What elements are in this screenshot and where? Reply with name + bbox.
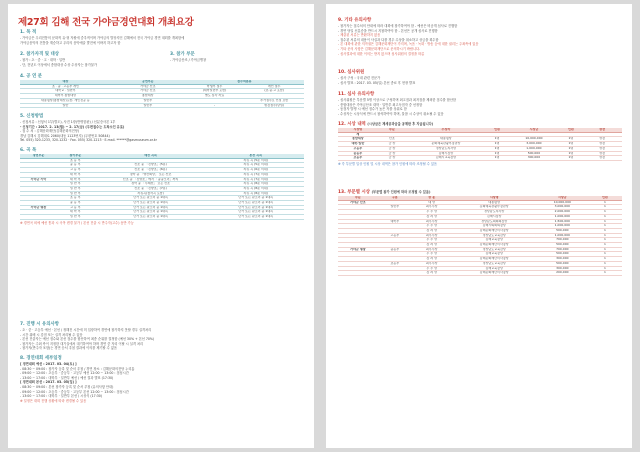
table-cell: 일반부 (378, 205, 412, 210)
table-cell: 1,000,000 (537, 214, 588, 219)
table-cell: 1 (588, 247, 622, 252)
table-cell: 최우수상 (412, 219, 452, 224)
table-cell: 경상남도교육감상 (452, 247, 537, 252)
table-cell: 1 (588, 266, 622, 271)
table-header: 경연부문 (20, 154, 57, 158)
table-cell: 200,000 (537, 271, 588, 276)
section-schedule (20, 356, 304, 403)
table-cell: 단가 또는 판소리 중 1대목 (94, 205, 208, 210)
text-line: - 13:00 ~ 17:00 : 대학부 · 일반부 예선 / 예선 결과 발표 (17:30) (20, 375, 114, 380)
table-cell: 단가 또는 판소리 중 1대목 (207, 215, 304, 220)
section-heading: 11. 심사 유의사항 (338, 92, 375, 97)
table-header: 시상금 (508, 128, 559, 132)
text-line: - 09:00 ~ 12:00 : 초등부 · 중등부 · 고등부 본선 12:00 ~ 13:00 : 점심시간 (20, 389, 129, 394)
table-cell: 상장 (582, 146, 622, 151)
section-application (20, 114, 304, 143)
table-cell: 경상남도교육감상 (452, 233, 537, 238)
table-cell: 일반 (20, 103, 111, 108)
text-line: 가야금음악의 전통을 계승하고 우리의 음악예술 발전에 이바지 하고자 함 (20, 40, 121, 45)
text-line: - 본선 진출자는 예선 점수와 본선 점수를 합산하여 최종 순위를 결정함 (예선 30% + 본선 70%) (20, 337, 155, 342)
text-line: [ 경연대회 본선 : 2017. 03. 05(일) ] (20, 380, 77, 385)
table-cell: 1명 (486, 137, 509, 142)
table-cell: 산조 중 「진양조」(6분) (94, 168, 208, 173)
text-line: - 종합대상은 가야금산조 대학 · 일반부 최고득점자 중 선정함 (338, 102, 423, 107)
table-cell: 김해교육장상 (452, 266, 537, 271)
section-heading: 10. 심사위원 (338, 70, 365, 75)
table-cell: 학생부 접수 (185, 84, 245, 89)
table-cell: 산조 중 「진양조」(5분) (94, 163, 208, 168)
table-cell: 중 등 부 (57, 201, 94, 206)
table-cell: 가야금 산조 (338, 200, 378, 205)
table-cell: 상장 (582, 151, 622, 156)
table-cell: 300,000 (537, 257, 588, 262)
table-cell: 최우수상 (412, 233, 452, 238)
table-cell: 자유 곡 (5분 이내) (207, 163, 304, 168)
table-cell: 단가 또는 판소리 중 1대목 (207, 210, 304, 215)
table-cell (378, 271, 412, 276)
table-cell: 1명 (486, 146, 509, 151)
table-cell: 일 반 부 (57, 215, 94, 220)
table-header: 인원 (559, 128, 582, 132)
table-cell: 추가접수로 인정 요함 (244, 98, 304, 103)
table-cell: 김해교육장상 (452, 252, 537, 257)
text-line: - 제출된 서류는 반환하지 않음 (338, 33, 381, 38)
table-header: 상장 (582, 128, 622, 132)
table-cell: 문화체육관광부장관상 (406, 142, 486, 147)
table-cell: 500,000 (537, 261, 588, 266)
section-heading: 6. 곡 목 (20, 148, 37, 153)
table-cell: 1명 (559, 146, 582, 151)
text-line: - 동점자 발생 시 예선 점수가 높은 자를 상위로 함 (338, 107, 407, 112)
table-cell: 우 수 상 (412, 252, 452, 257)
table-cell: 대 상 (412, 200, 452, 205)
text-line: - 초 · 중 · 고등부 예선 · 본선 / 정해진 시간에 미 입장하여 경연에 참가하지 못할 경우 실격처리 (20, 328, 152, 332)
table-cell: 대학부 (378, 219, 412, 224)
table-cell: 1명 (486, 156, 509, 161)
text-line: - 참가자는 접수처의 안내에 따라 대회에 참가하여야 함 - 예선은 비공개 심사로 진행함 (338, 24, 458, 28)
table-header: 상 훈 (412, 196, 452, 200)
table-cell: 1,000,000 (537, 233, 588, 238)
table-cell: 1 (588, 233, 622, 238)
section-heading: 9. 기타 유의사항 (338, 18, 372, 23)
table-header: 본선 곡목 (207, 154, 304, 158)
table-cell: 1 (588, 219, 622, 224)
table-cell: 최우수상 (412, 261, 452, 266)
text-line: - 수상자는 시상식에 반드시 참석하여야 하며, 불참 시 수상이 취소될 수 있음 (338, 111, 444, 116)
table-cell: 자유 곡 (6분 이내) (207, 168, 304, 173)
table-cell: 단가 또는 판소리 중 1대목 (94, 201, 208, 206)
table-cell: 자유 곡 (7분 이내) (207, 172, 304, 177)
text-line: - 단, 전년도 이상에서 종합대상 수상 수상자는 참가불가 (20, 62, 97, 67)
table-cell: 가야금 병창 (20, 205, 57, 210)
table-cell: 일반부 (111, 103, 185, 108)
table-cell: 김해문화재단이사장상 (452, 271, 537, 276)
table-cell: 개인 접수 (244, 84, 304, 89)
table-cell: 김해문화재단이사장상 (452, 228, 537, 233)
table-cell: 대 학 부 (57, 210, 94, 215)
table-cell: 정악 중 「수제천」 또는 산조 (94, 182, 208, 187)
table-cell: 자유 곡 (8분 이내) (207, 186, 304, 191)
table-cell: 현장접수(당일) (244, 103, 304, 108)
table-cell: 고 등 부 (57, 168, 94, 173)
table-cell: 정악 중 「영산회상」 또는 산조 (94, 172, 208, 177)
table-cell: 대학·일반 (338, 142, 378, 147)
table-cell: 1 (588, 238, 622, 243)
table-cell: 500,000 (508, 151, 559, 156)
table-cell: 초 등 부 (57, 158, 94, 163)
table-cell: 단가 또는 판소리 중 1대목 (94, 210, 208, 215)
table-header: 부문 (338, 196, 378, 200)
text-line: - 참가자(반주자 포함)는 경연 순서 추첨 결과에 이의를 제기할 수 없음 (20, 346, 117, 351)
table-cell: 1명 (486, 142, 509, 147)
table-cell: 상장 (582, 156, 622, 161)
table-cell: 10,000,000 (537, 200, 588, 205)
table-cell: 장 려 상 (412, 228, 452, 233)
section-heading: 7. 진행 시 유의사항 (20, 322, 59, 327)
text-line: [ 경연대회 예선 : 2017. 03. 04(토) ] (20, 362, 77, 366)
awards-table (338, 128, 622, 161)
table-header: 인원 (486, 128, 509, 132)
table-cell: 자유곡(창작곡 포함) (94, 191, 208, 196)
table-cell: 금 상 (378, 151, 406, 156)
table-cell: 대통령상 (406, 137, 486, 142)
table-cell: 1명 (559, 151, 582, 156)
table-cell: 1 (588, 252, 622, 257)
table-cell: 중등부 (378, 247, 412, 252)
table-cell: 상장 (582, 142, 622, 147)
table-header: 시상명 (338, 128, 378, 132)
table-row (338, 156, 622, 161)
table-cell: 김해시장상 (406, 151, 486, 156)
section-division (20, 74, 304, 108)
table-cell: 중등부 (338, 151, 378, 156)
table-cell: 가야금 산조 (111, 89, 185, 94)
table-cell: 중 등 부 (57, 163, 94, 168)
table-cell: 대통령상(종합대상)포함, 개인전공 등 (20, 98, 111, 103)
text-line: ※ 일정은 대회 진행 상황에 따라 변경될 수 있음 (20, 398, 87, 403)
table-header: 예선 곡목 (94, 154, 208, 158)
table-cell: 2,000,000 (537, 210, 588, 215)
table-cell: 1,000,000 (537, 224, 588, 229)
table-cell (338, 271, 378, 276)
table-cell: 1 (588, 257, 622, 262)
table-cell: 1 (588, 224, 622, 229)
table-cell: 고 등 부 (57, 205, 94, 210)
table-cell: 고등부 (338, 146, 378, 151)
table-cell: 경상남도지사상 (406, 146, 486, 151)
category-awards-table (338, 196, 622, 276)
text-line: - 13:00 ~ 17:00 : 대학부 · 일반부 본선 / 시상식 (17:30) (20, 394, 103, 399)
text-line: - 접 수 처 : 김해문화재단(김해문화의전당) (20, 129, 80, 134)
table-note: ※ 경연곡 외에 예선 통과 시 곡목 변경 불가 / 본선 진출 시 반주자(고수) 동반 가능 (20, 220, 134, 225)
table-header: 시상명 (452, 196, 537, 200)
table-cell: 1 (588, 228, 622, 233)
heading-text: 13. 부문별 시상 (338, 190, 371, 195)
section-categories (170, 52, 300, 63)
text-line: - 신청서류 : 신청서 1부(별도), 사진 1장(반명함판) / 신분증사본 1부 (20, 120, 116, 124)
table-cell: 1 (588, 214, 622, 219)
table-cell: (대학일반부 포함) (185, 89, 245, 94)
table-cell (20, 215, 57, 220)
table-cell: 김해문화재단이사장상 (452, 243, 537, 248)
right-page (326, 4, 632, 448)
table-cell: 고등부 (378, 233, 412, 238)
table-cell: 초등부 (338, 156, 378, 161)
text-line: - 심사위원은 부문별 5명 이상으로 구성하며 최고점과 최저점을 제외한 점수를 합산함 (338, 98, 456, 102)
table-header: 시상금 (537, 196, 588, 200)
table-row (338, 271, 622, 276)
table-cell: 우 수 상 (412, 210, 452, 215)
table-cell: 산조 (378, 137, 406, 142)
section-judging-notes (338, 92, 622, 116)
table-header: 수상자 (406, 128, 486, 132)
table-cell: 700,000 (537, 238, 588, 243)
table-cell: 700,000 (537, 247, 588, 252)
table-header: 구분 (378, 196, 412, 200)
table-cell: 경상남도지사상 (452, 210, 537, 215)
table-cell: 별도 심사 자료 (185, 94, 245, 99)
table-cell: 1,500,000 (537, 219, 588, 224)
table-cell: 금 상 (378, 156, 406, 161)
table-cell: 500,000 (537, 243, 588, 248)
table-cell: 최우수상 (412, 205, 452, 210)
section-pieces (20, 148, 304, 225)
table-cell: 1 (588, 210, 622, 215)
table-cell: 1 (588, 271, 622, 276)
text-line: - 09:00 ~ 12:00 : 초등부 · 중등부 · 고등부 예선 12:00 ~ 13:00 : 점심시간 (20, 371, 129, 376)
section-heading: 2. 참가자격 및 대상 (20, 52, 59, 57)
table-cell: 계 (338, 132, 378, 137)
table-header: 부문 (378, 128, 406, 132)
table-cell: 종합대상 (111, 94, 185, 99)
table-cell: 일 반 부 (57, 191, 94, 196)
table-cell: 자유 곡 (8분 이내) (207, 182, 304, 187)
table-cell: 김해교육장상 (452, 238, 537, 243)
table-cell: 가야금 기악 (20, 177, 57, 182)
table-cell: 초등부 (378, 261, 412, 266)
table-cell: 단가 또는 판소리 중 1대목 (94, 196, 208, 201)
text-line: - 경연 당일 신분증을 반드시 지참하여야 함 - 본선은 공개 심사로 진행함 (338, 28, 438, 33)
table-cell: 최우수상 (412, 247, 452, 252)
table-cell: 1명 (559, 137, 582, 142)
section-eligibility (20, 52, 170, 67)
text-line: 경남 김해시 김해대로 2060(내동 1123번지) (우편번호 50844) (20, 133, 110, 138)
table-cell: 가야금 병창 (338, 247, 378, 252)
table-cell: 초 등 부 (57, 196, 94, 201)
table-cell: 1 (588, 243, 622, 248)
text-line: - 심사 구성 : 국내 관련 전문가 (338, 76, 381, 80)
section-precautions (20, 322, 304, 351)
table-cell: 김해시장상 (452, 214, 537, 219)
table-cell: 1 (588, 261, 622, 266)
table-cell: 경상남도교육감상 (452, 261, 537, 266)
section-heading: 3. 참가 부문 (170, 52, 195, 57)
table-header: 대상 (20, 80, 111, 84)
section-heading: 8. 경연대회 세부일정 (20, 356, 62, 361)
text-line: - 기타 문의 사항은 김해문화재단으로 문의하시기 바랍니다. (338, 46, 421, 51)
table-cell: 일반부 (111, 98, 185, 103)
table-cell: 3,000,000 (508, 142, 559, 147)
text-line: - 심사결과에 대한 이의는 받지 않으며 심사위원의 결정을 따름 (338, 51, 425, 56)
table-cell: 문화체육관광부장관상 (452, 205, 537, 210)
document-title: 제27회 김해 전국 가야금경연대회 개최요강 (18, 17, 194, 28)
table-cell: 종합대상 (338, 137, 378, 142)
section-heading: 5. 신청방법 (20, 114, 44, 119)
table-cell: 1 (588, 205, 622, 210)
table-cell: 장 려 상 (412, 257, 452, 262)
table-cell: 10,000,000 (508, 137, 559, 142)
table-cell: 3,000,000 (537, 205, 588, 210)
table-header: 인원 (588, 196, 622, 200)
table-cell: 대학부 종합대상 (20, 94, 111, 99)
table-cell: 자유 곡 (8분 이내) (207, 191, 304, 196)
table-cell: 김해시의회의장상 (452, 224, 537, 229)
text-line: - 본 대회에 관한 저작권은 김해문화재단이 가지며, 녹음 · 녹화 · 방송 등에 대한 권리는 주최측에 있음 (338, 42, 479, 47)
section-other-notes (338, 18, 622, 56)
heading-note: (부문별 참가 인원에 따라 조정될 수 있음) (371, 190, 431, 194)
table-cell: (초·중·고 포함) (244, 89, 304, 94)
table-cell: 대 학 부 (57, 172, 94, 177)
table-cell: 단가 또는 판소리 중 1대목 (94, 215, 208, 220)
text-line: - 참가자는 주최 측이 지정한 대기실에서 대기하여야 하며 경연 중 자리 이탈 시 실격 처리 (20, 341, 144, 346)
table-cell: 금 상 (378, 142, 406, 147)
table-cell: 일 반 부 (57, 182, 94, 187)
table-cell: 대 학 부 (57, 177, 94, 182)
table-row (20, 215, 304, 220)
text-line: - 시간 위배 시 감점 또는 실격 처리될 수 있음 (20, 332, 83, 337)
table-cell: 장 려 상 (412, 271, 452, 276)
table-cell: 김해문화재단이사장상 (452, 257, 537, 262)
table-cell: 1,000,000 (508, 146, 559, 151)
table-header: 접수처분류 (185, 80, 304, 84)
text-line: - 08:30 ~ 09:00 : 참가자 등록 및 순서 추첨 / 경연 장소 : 김해문화의전당 누리홀 (20, 366, 135, 371)
table-cell: 김해시교육장상 (406, 156, 486, 161)
table-cell: 500,000 (537, 252, 588, 257)
table-cell: 장 려 상 (412, 214, 452, 219)
table-cell: 경상남도의회의장상 (452, 219, 537, 224)
table-cell: 1명 (559, 142, 582, 147)
table-cell: 장 려 상 (412, 243, 452, 248)
division-table (20, 80, 304, 108)
table-cell: 산조 중 「진양조」(7분) (94, 186, 208, 191)
section-heading: 4. 공 연 분 (20, 74, 43, 79)
table-cell: 우 수 상 (412, 266, 452, 271)
table-cell: 대학교 · 일반부 (20, 89, 111, 94)
table-cell: 1명 (486, 151, 509, 156)
section-heading: 1. 목 적 (20, 30, 37, 35)
left-page (8, 4, 314, 448)
table-cell: 단가 또는 판소리 중 1대목 (207, 196, 304, 201)
table-cell: 우 수 상 (412, 238, 452, 243)
text-line: Tel. 055) 320-1233, 320-1232 · Fax. 055) 320-1213 · E-mail. ******@gasmuseum.or.kr (20, 138, 157, 143)
table-cell: 단가 또는 판소리 중 1대목 (207, 205, 304, 210)
table-note: ※ 각 부문별 입상 인원 및 시상 내역은 참가 인원에 따라 조정될 수 있음 (338, 161, 437, 166)
text-line: - 참가 : 초 · 중 · 고 · 대학 · 일반 (20, 58, 66, 62)
section-awards (338, 122, 622, 167)
pieces-table (20, 154, 304, 220)
table-cell: 일 반 부 (57, 186, 94, 191)
table-cell: 우 수 상 (412, 224, 452, 229)
table-cell: 300,000 (537, 266, 588, 271)
table-cell: 1 (588, 200, 622, 205)
table-cell: 자유 곡 (5분 이내) (207, 158, 304, 163)
table-header: 참가부문 (57, 154, 94, 158)
text-line: - 신청기간 : 2017. 2. 13(월) ~ 2. 17(금) (우편접수는 도착소인 유효) (20, 124, 125, 129)
table-cell: 단가 또는 판소리 중 1대목 (207, 201, 304, 206)
table-cell: 상장 (582, 137, 622, 142)
table-cell: 가야금 산조 (111, 84, 185, 89)
heading-text: 12. 시상 내역 (338, 122, 366, 127)
text-line: - 접수된 서류의 내용이 사실과 다를 경우 수상을 취소하고 상금을 회수함 (338, 37, 439, 42)
table-cell: - (185, 103, 245, 108)
table-cell: 300,000 (508, 156, 559, 161)
text-line: - 심사 발표 : 2017. 03. 05(일) 본선 종료 후 현장 발표 (338, 80, 416, 85)
section-judges (338, 70, 622, 85)
table-row (20, 103, 304, 108)
table-cell: 산조 중 「진양조」에서 「중중모리」까지 (94, 177, 208, 182)
table-cell: 대통령상 (452, 200, 537, 205)
table-cell: 500,000 (537, 228, 588, 233)
table-cell: 금 상 (378, 146, 406, 151)
table-cell: 자유 곡 (7분 이내) (207, 177, 304, 182)
text-line: - 08:30 ~ 09:00 : 본선 참가자 등록 및 순서 추첨 (유의사항 안내) (20, 384, 114, 389)
section-category-awards (338, 190, 622, 276)
section-purpose (20, 30, 304, 45)
table-header: 공연부문 (111, 80, 185, 84)
table-cell: 초 · 중 · 고등부 개인 (20, 84, 111, 89)
text-line: - 가야금산조 / 가야금병창 (170, 58, 207, 62)
text-line: - 가야금은 우리전통의 문화적 유·형 자원에 중추적이며 가야금의 발상지인 김해에서 전국 가야금 경연 대회를 개최함에 (20, 36, 185, 40)
table-cell: 1명 (559, 156, 582, 161)
heading-note: (시상금은 제세공과금을 공제한 후 지급됩니다) (367, 122, 434, 126)
